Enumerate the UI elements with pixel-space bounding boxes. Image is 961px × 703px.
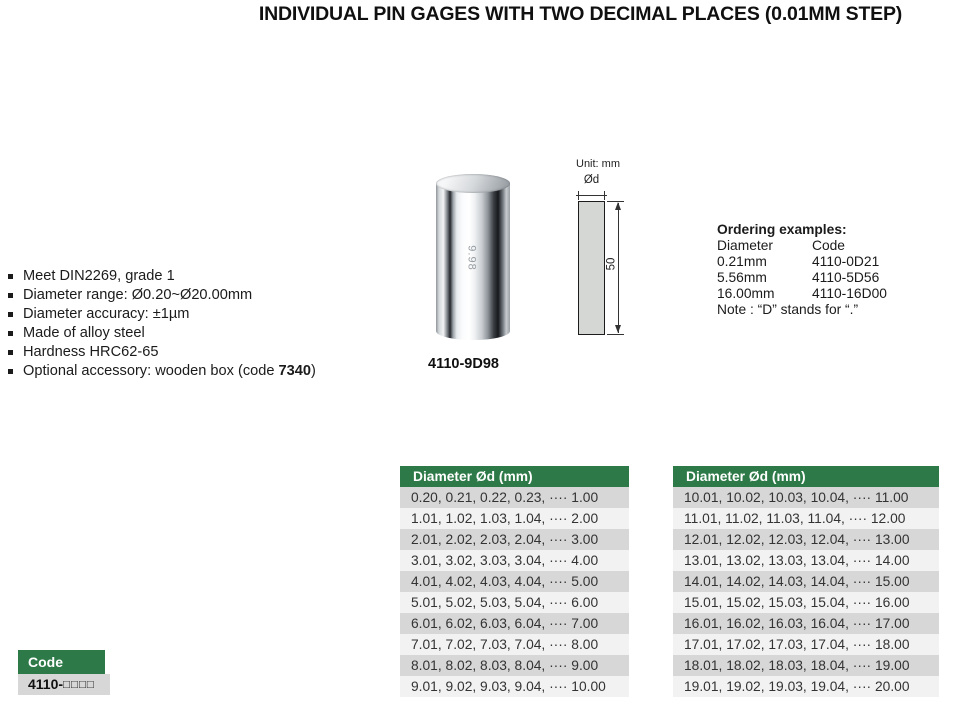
pin-outline-rect bbox=[578, 201, 605, 335]
ordering-column-headers bbox=[717, 238, 957, 254]
feature-item bbox=[8, 267, 408, 286]
table-row: 7.01, 7.02, 7.03, 7.04, ···· 8.00 bbox=[400, 634, 629, 655]
feature-text: Meet DIN2269, grade 1 bbox=[23, 268, 175, 284]
dimension-tick bbox=[578, 191, 579, 200]
feature-text: Optional accessory: wooden box (code bbox=[23, 363, 279, 379]
table-row: 14.01, 14.02, 14.03, 14.04, ···· 15.00 bbox=[673, 571, 939, 592]
table-row: 8.01, 8.02, 8.03, 8.04, ···· 9.00 bbox=[400, 655, 629, 676]
feature-text-bold: 7340 bbox=[278, 363, 312, 379]
feature-item bbox=[8, 305, 408, 324]
feature-item bbox=[8, 343, 408, 362]
feature-text: Made of alloy steel bbox=[23, 325, 145, 341]
table-row: 3.01, 3.02, 3.03, 3.04, ···· 4.00 bbox=[400, 550, 629, 571]
ordering-heading: Ordering examples: bbox=[717, 222, 847, 237]
diameter-cell: 16.00mm bbox=[717, 286, 775, 301]
ordering-row bbox=[717, 286, 957, 302]
feature-item bbox=[8, 286, 408, 305]
table-row: 16.01, 16.02, 16.03, 16.04, ···· 17.00 bbox=[673, 613, 939, 634]
ordering-col-diameter: Diameter bbox=[717, 238, 773, 253]
feature-text: ) bbox=[311, 363, 316, 379]
pin-gage-photo bbox=[435, 174, 513, 358]
code-cell: 4110-16D00 bbox=[812, 286, 887, 301]
ordering-examples bbox=[717, 222, 957, 318]
ordering-row bbox=[717, 254, 957, 270]
table-row: 13.01, 13.02, 13.03, 13.04, ···· 14.00 bbox=[673, 550, 939, 571]
diameter-cell: 0.21mm bbox=[717, 254, 767, 269]
table-row: 12.01, 12.02, 12.03, 12.04, ···· 13.00 bbox=[673, 529, 939, 550]
code-prefix: 4110- bbox=[28, 676, 64, 692]
table-row: 5.01, 5.02, 5.03, 5.04, ···· 6.00 bbox=[400, 592, 629, 613]
table-row: 4.01, 4.02, 4.03, 4.04, ···· 5.00 bbox=[400, 571, 629, 592]
table-row: 6.01, 6.02, 6.03, 6.04, ···· 7.00 bbox=[400, 613, 629, 634]
pin-engraving-text: 9.98 bbox=[465, 245, 478, 271]
order-code-block bbox=[18, 650, 110, 695]
table-header: Diameter Ød (mm) bbox=[400, 466, 629, 487]
length-dim-label: 50 bbox=[605, 257, 618, 271]
code-header: Code bbox=[18, 650, 105, 674]
table-row: 10.01, 10.02, 10.03, 10.04, ···· 11.00 bbox=[673, 487, 939, 508]
ordering-col-code: Code bbox=[812, 238, 845, 253]
table-row: 11.01, 11.02, 11.03, 11.04, ···· 12.00 bbox=[673, 508, 939, 529]
code-placeholder-squares: □□□□ bbox=[63, 679, 95, 691]
feature-item bbox=[8, 362, 408, 381]
code-cell: 4110-5D56 bbox=[812, 270, 880, 285]
table-body bbox=[400, 487, 629, 697]
dimension-tick bbox=[604, 191, 605, 200]
technical-drawing bbox=[555, 158, 650, 343]
table-body bbox=[673, 487, 939, 697]
table-header: Diameter Ød (mm) bbox=[673, 466, 939, 487]
features-list bbox=[8, 267, 408, 381]
table-row: 15.01, 15.02, 15.03, 15.04, ···· 16.00 bbox=[673, 592, 939, 613]
diameter-cell: 5.56mm bbox=[717, 270, 767, 285]
feature-item bbox=[8, 324, 408, 343]
table-row: 1.01, 1.02, 1.03, 1.04, ···· 2.00 bbox=[400, 508, 629, 529]
feature-text: Hardness HRC62-65 bbox=[23, 344, 159, 360]
diameter-dimension-line bbox=[576, 195, 607, 196]
diameter-dim-label: Ød bbox=[583, 174, 600, 186]
unit-label: Unit: mm bbox=[576, 158, 620, 170]
extension-line bbox=[607, 334, 624, 335]
page-title: INDIVIDUAL PIN GAGES WITH TWO DECIMAL PLACES (0.01MM STEP) bbox=[258, 3, 903, 25]
table-row: 0.20, 0.21, 0.22, 0.23, ···· 1.00 bbox=[400, 487, 629, 508]
code-cell: 4110-0D21 bbox=[812, 254, 880, 269]
table-row: 2.01, 2.02, 2.03, 2.04, ···· 3.00 bbox=[400, 529, 629, 550]
length-dimension-line bbox=[618, 203, 619, 333]
code-value bbox=[18, 674, 110, 695]
ordering-row bbox=[717, 270, 957, 286]
feature-text: Diameter accuracy: ±1µm bbox=[23, 306, 190, 322]
arrow-down-icon bbox=[615, 325, 621, 333]
pin-cylinder-top bbox=[436, 174, 510, 193]
table-row: 9.01, 9.02, 9.03, 9.04, ···· 10.00 bbox=[400, 676, 629, 697]
diameter-table-1 bbox=[400, 466, 629, 697]
arrow-up-icon bbox=[615, 202, 621, 210]
ordering-note: Note : “D” stands for “.” bbox=[717, 302, 859, 317]
diameter-table-2 bbox=[673, 466, 939, 697]
table-row: 19.01, 19.02, 19.03, 19.04, ···· 20.00 bbox=[673, 676, 939, 697]
feature-text: Diameter range: Ø0.20~Ø20.00mm bbox=[23, 287, 253, 303]
model-number-label: 4110-9D98 bbox=[428, 356, 499, 372]
table-row: 18.01, 18.02, 18.03, 18.04, ···· 19.00 bbox=[673, 655, 939, 676]
table-row: 17.01, 17.02, 17.03, 17.04, ···· 18.00 bbox=[673, 634, 939, 655]
